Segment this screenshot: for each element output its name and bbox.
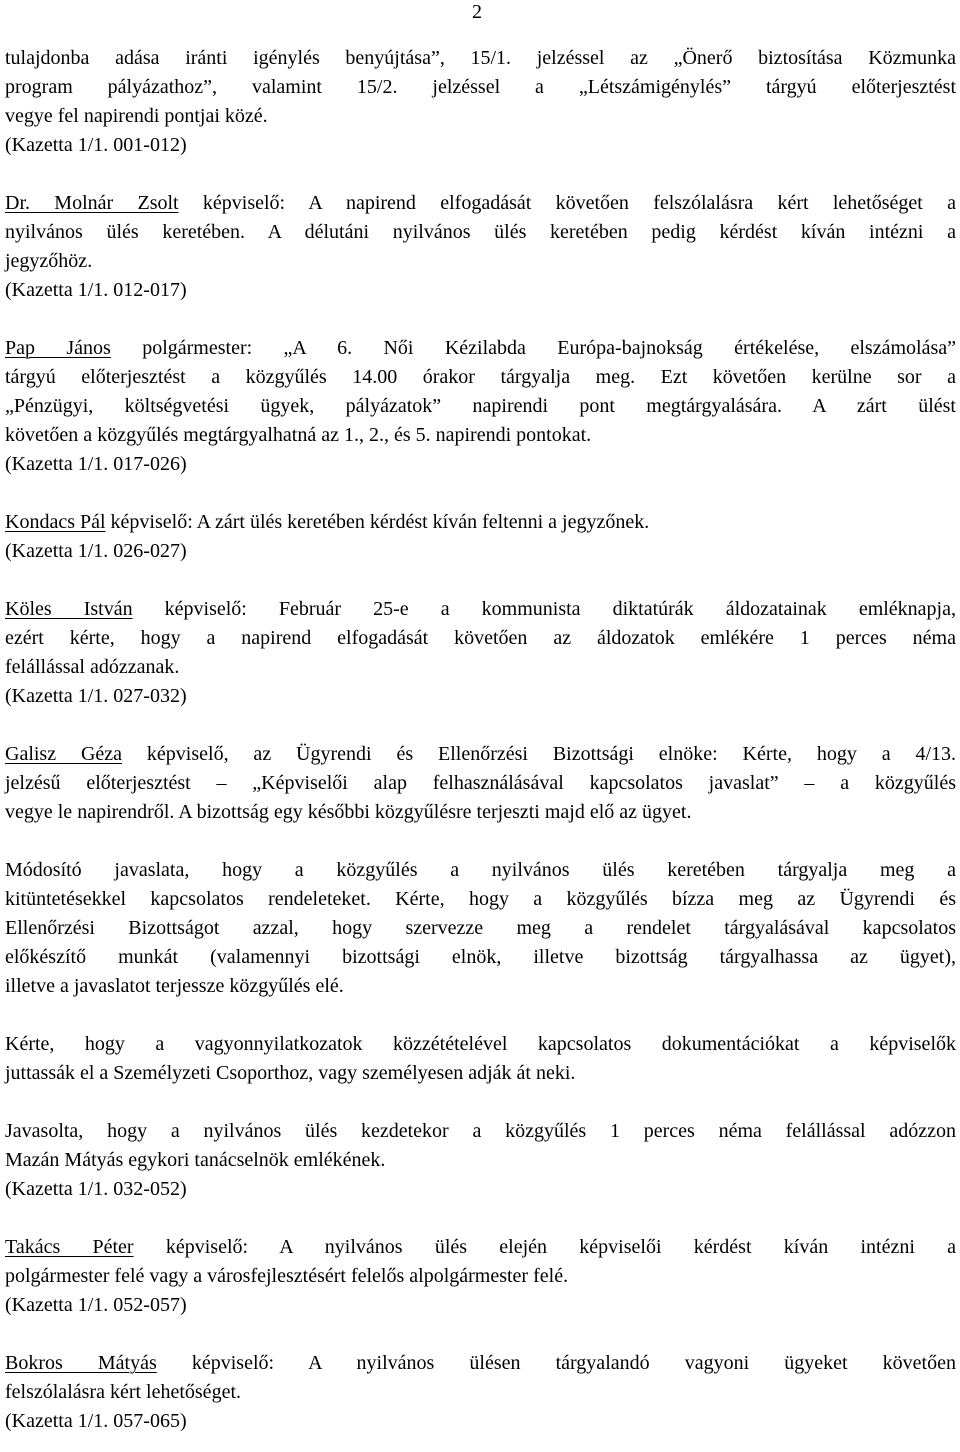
text-line bbox=[5, 508, 956, 537]
paragraph-takacs-peter bbox=[5, 1233, 956, 1320]
text-line bbox=[5, 595, 956, 624]
text-line: tulajdonba adása iránti igénylés benyújtása”, 15/1. jelzéssel az „Önerő biztosítása Közmunka bbox=[5, 47, 956, 69]
text-line: jelzésű előterjesztést – „Képviselői alap felhasználásával kapcsolatos javaslat” – a közgyűlés bbox=[5, 772, 956, 794]
paragraph-bokros-matyas bbox=[5, 1349, 956, 1436]
statement-text: képviselő: A zárt ülés keretében kérdést kíván feltenni a jegyzőnek. bbox=[105, 511, 650, 533]
text-line bbox=[5, 1349, 956, 1378]
text-line: tárgyú előterjesztést a közgyűlés 14.00 órakor tárgyalja meg. Ezt követően kerülne sor a bbox=[5, 366, 956, 388]
text-line: ezért kérte, hogy a napirend elfogadását követően az áldozatok emlékére 1 perces néma bbox=[5, 627, 956, 649]
speaker-name: Dr. Molnár Zsolt bbox=[5, 192, 179, 214]
text-line: program pályázathoz”, valamint 15/2. jelzéssel a „Létszámigénylés” tárgyú előterjesztést bbox=[5, 76, 956, 98]
text-line bbox=[5, 189, 956, 218]
speaker-name: Kondacs Pál bbox=[5, 511, 106, 533]
text-line: illetve a javaslatot terjessze közgyűlés elé. bbox=[5, 975, 344, 997]
text-line: vegye le napirendről. A bizottság egy későbbi közgyűlésre terjeszti majd elő az ügyet. bbox=[5, 801, 692, 823]
statement-text: polgármester: „A 6. Női Kézilabda Európa-bajnokság értékelése, elszámolása” bbox=[110, 337, 956, 359]
text-line: Mazán Mátyás egykori tanácselnök emlékének. bbox=[5, 1149, 386, 1171]
text-line: nyilvános ülés keretében. A délutáni nyilvános ülés keretében pedig kérdést kíván intézni a bbox=[5, 221, 956, 243]
paragraph-kondacs-pal bbox=[5, 508, 956, 566]
tape-reference: (Kazetta 1/1. 001-012) bbox=[5, 134, 187, 156]
text-line: Ellenőrzési Bizottságot azzal, hogy szervezze meg a rendelet tárgyalásával kapcsolatos bbox=[5, 917, 956, 939]
speaker-name: Köles István bbox=[5, 598, 133, 620]
tape-reference: (Kazetta 1/1. 026-027) bbox=[5, 540, 187, 562]
paragraph-molnar-zsolt bbox=[5, 189, 956, 305]
tape-reference: (Kazetta 1/1. 032-052) bbox=[5, 1178, 187, 1200]
statement-text: képviselő, az Ügyrendi és Ellenőrzési Bizottsági elnöke: Kérte, hogy a 4/13. bbox=[122, 743, 956, 765]
text-line: Kérte, hogy a vagyonnyilatkozatok közzétételével kapcsolatos dokumentációkat a képviselők bbox=[5, 1033, 956, 1055]
text-line: Javasolta, hogy a nyilvános ülés kezdetekor a közgyűlés 1 perces néma felállással adózzon bbox=[5, 1120, 956, 1142]
tape-reference: (Kazetta 1/1. 052-057) bbox=[5, 1294, 187, 1316]
text-line bbox=[5, 740, 956, 769]
text-line: polgármester felé vagy a városfejlesztésért felelős alpolgármester felé. bbox=[5, 1265, 569, 1287]
text-line: előkészítő munkát (valamennyi bizottsági elnök, illetve bizottság tárgyalhassa az ügyet), bbox=[5, 946, 956, 968]
text-line: követően a közgyűlés megtárgyalhatná az 1., 2., és 5. napirendi pontokat. bbox=[5, 424, 592, 446]
text-line bbox=[5, 334, 956, 363]
statement-text: képviselő: Február 25-e a kommunista diktatúrák áldozatainak emléknapja, bbox=[132, 598, 956, 620]
tape-reference: (Kazetta 1/1. 012-017) bbox=[5, 279, 187, 301]
speaker-name: Takács Péter bbox=[5, 1236, 134, 1258]
speaker-name: Galisz Géza bbox=[5, 743, 123, 765]
paragraph-memorial-proposal bbox=[5, 1117, 956, 1204]
text-line: kitüntetésekkel kapcsolatos rendeleteket. Kérte, hogy a közgyűlés bízza meg az Ügyrendi és bbox=[5, 888, 956, 910]
text-line: felszólalásra kért lehetőséget. bbox=[5, 1381, 241, 1403]
paragraph-agenda-request bbox=[5, 44, 956, 160]
page-number: 2 bbox=[472, 1, 482, 23]
text-line: vegye fel napirendi pontjai közé. bbox=[5, 105, 268, 127]
tape-reference: (Kazetta 1/1. 017-026) bbox=[5, 453, 187, 475]
text-line bbox=[5, 1233, 956, 1262]
text-line: juttassák el a Személyzeti Csoporthoz, vagy személyesen adják át neki. bbox=[5, 1062, 576, 1084]
tape-reference: (Kazetta 1/1. 057-065) bbox=[5, 1410, 187, 1432]
statement-text: képviselő: A napirend elfogadását követően felszólalásra kért lehetőséget a bbox=[178, 192, 956, 214]
paragraph-asset-declarations bbox=[5, 1030, 956, 1088]
statement-text: képviselő: A nyilvános ülés elején képviselői kérdést kíván intézni a bbox=[133, 1236, 957, 1258]
paragraph-amendment-proposal bbox=[5, 856, 956, 1001]
text-line: felállással adózzanak. bbox=[5, 656, 180, 678]
statement-text: képviselő: A nyilvános ülésen tárgyalandó vagyoni ügyeket követően bbox=[156, 1352, 956, 1374]
speaker-name: Bokros Mátyás bbox=[5, 1352, 157, 1374]
text-line: „Pénzügyi, költségvetési ügyek, pályázatok” napirendi pont megtárgyalására. A zárt ülést bbox=[5, 395, 956, 417]
document-body bbox=[5, 44, 956, 1436]
text-line: jegyzőhöz. bbox=[5, 250, 93, 272]
paragraph-galisz-geza bbox=[5, 740, 956, 827]
speaker-name: Pap János bbox=[5, 337, 111, 359]
tape-reference: (Kazetta 1/1. 027-032) bbox=[5, 685, 187, 707]
paragraph-koles-istvan bbox=[5, 595, 956, 711]
paragraph-pap-janos bbox=[5, 334, 956, 479]
text-line: Módosító javaslata, hogy a közgyűlés a nyilvános ülés keretében tárgyalja meg a bbox=[5, 859, 956, 881]
